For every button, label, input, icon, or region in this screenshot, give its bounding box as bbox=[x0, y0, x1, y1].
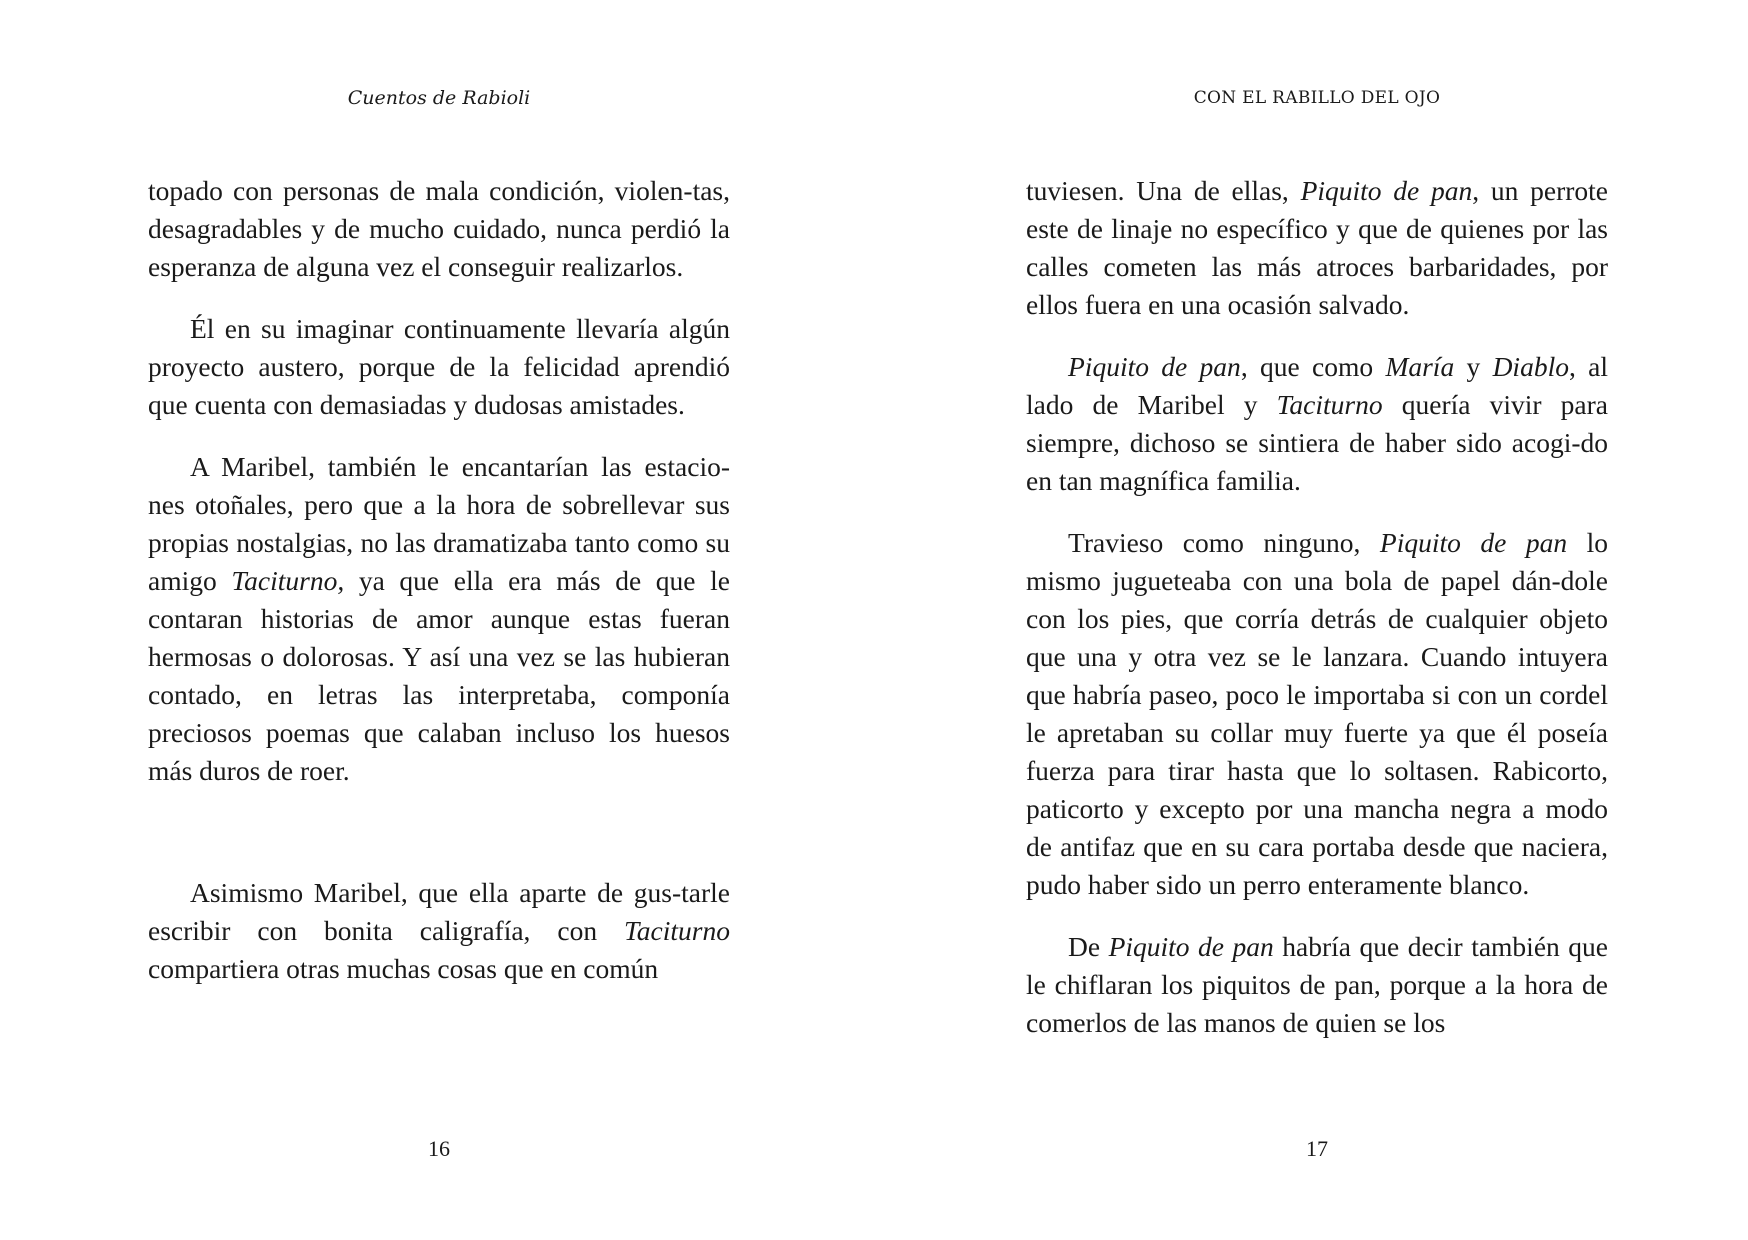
paragraph bbox=[148, 448, 730, 790]
text-run: quería vivir para siempre, dichoso se sintiera de haber sido acogi-do en tan magnífica familia. bbox=[1026, 389, 1609, 496]
paragraph bbox=[1026, 172, 1608, 324]
body-text bbox=[148, 172, 730, 1012]
paragraph bbox=[148, 310, 730, 424]
right-page bbox=[874, 0, 1748, 1240]
running-head-book-title: Cuentos de Rabioli bbox=[347, 87, 531, 109]
italic-text: Taciturno bbox=[1276, 389, 1383, 420]
text-run: lo mismo jugueteaba con una bola de papel dán-dole con los pies, que corría detrás de cualquier objeto que una y otra vez se le lanzara. Cuando intuyera que habría paseo, poco le importaba si con un cordel le apretaban su collar muy fuerte ya que él poseía fuerza para tirar hasta que lo soltasen. Rabicorto, paticorto y excepto por una mancha negra a modo de antifaz que en su cara portaba desde que naciera, pudo haber sido un perro enteramente blanco. bbox=[1026, 527, 1608, 900]
running-head-chapter-title: CON EL RABILLO DEL OJO bbox=[1193, 88, 1441, 108]
text-run: , un perrote este de linaje no específico y que de quienes por las calles cometen las más atroces barbaridades, por ellos fuera en una ocasión salvado. bbox=[1026, 175, 1608, 320]
text-run: habría que decir también que le chiflaran los piquitos de pan, porque a la hora de comerlos de las manos de quien se los bbox=[1026, 931, 1608, 1038]
italic-text: Piquito de pan bbox=[1068, 351, 1241, 382]
italic-text: Taciturno, bbox=[231, 565, 345, 596]
text-run: , al lado de Maribel y bbox=[1026, 351, 1608, 420]
body-text bbox=[1026, 172, 1608, 1066]
text-run: y bbox=[1454, 351, 1493, 382]
paragraph bbox=[148, 172, 730, 286]
text-run: Él en su imaginar continuamente llevaría algún proyecto austero, porque de la felicidad aprendió que cuenta con demasiadas y dudosas amistades. bbox=[148, 313, 730, 420]
paragraph bbox=[1026, 928, 1608, 1042]
paragraph bbox=[1026, 524, 1608, 904]
italic-text: María bbox=[1385, 351, 1455, 382]
paragraph bbox=[1026, 348, 1608, 500]
italic-text: Taciturno bbox=[624, 915, 730, 946]
page-number: 17 bbox=[1306, 1136, 1328, 1161]
text-run: topado con personas de mala condición, violen-tas, desagradables y de mucho cuidado, nunca perdió la esperanza de alguna vez el conseguir realizarlos. bbox=[148, 175, 730, 282]
text-run: compartiera otras muchas cosas que en común bbox=[148, 953, 659, 984]
italic-text: Diablo bbox=[1492, 351, 1569, 382]
paragraph bbox=[148, 874, 730, 988]
page-number: 16 bbox=[428, 1136, 450, 1161]
text-run: De bbox=[1068, 931, 1109, 962]
italic-text: Piquito de pan bbox=[1379, 527, 1568, 558]
text-run: , que como bbox=[1240, 351, 1386, 382]
text-run: ya que ella era más de que le contaran historias de amor aunque estas fueran hermosas o dolorosas. Y así una vez se las hubieran contado, en letras las interpretaba, componía preciosos poemas que calaban incluso los huesos más duros de roer. bbox=[148, 565, 730, 786]
text-run: Asimismo Maribel, que ella aparte de gus-tarle escribir con bonita caligrafía, con bbox=[148, 877, 730, 946]
italic-text: Piquito de pan bbox=[1108, 931, 1274, 962]
italic-text: Piquito de pan bbox=[1300, 175, 1473, 206]
text-run: A Maribel, también le encantarían las estacio-nes otoñales, pero que a la hora de sobrellevar sus propias nostalgias, no las dramatizaba tanto como su amigo bbox=[148, 451, 730, 596]
text-run: Travieso como ninguno, bbox=[1068, 527, 1380, 558]
text-run: tuviesen. Una de ellas, bbox=[1026, 175, 1301, 206]
